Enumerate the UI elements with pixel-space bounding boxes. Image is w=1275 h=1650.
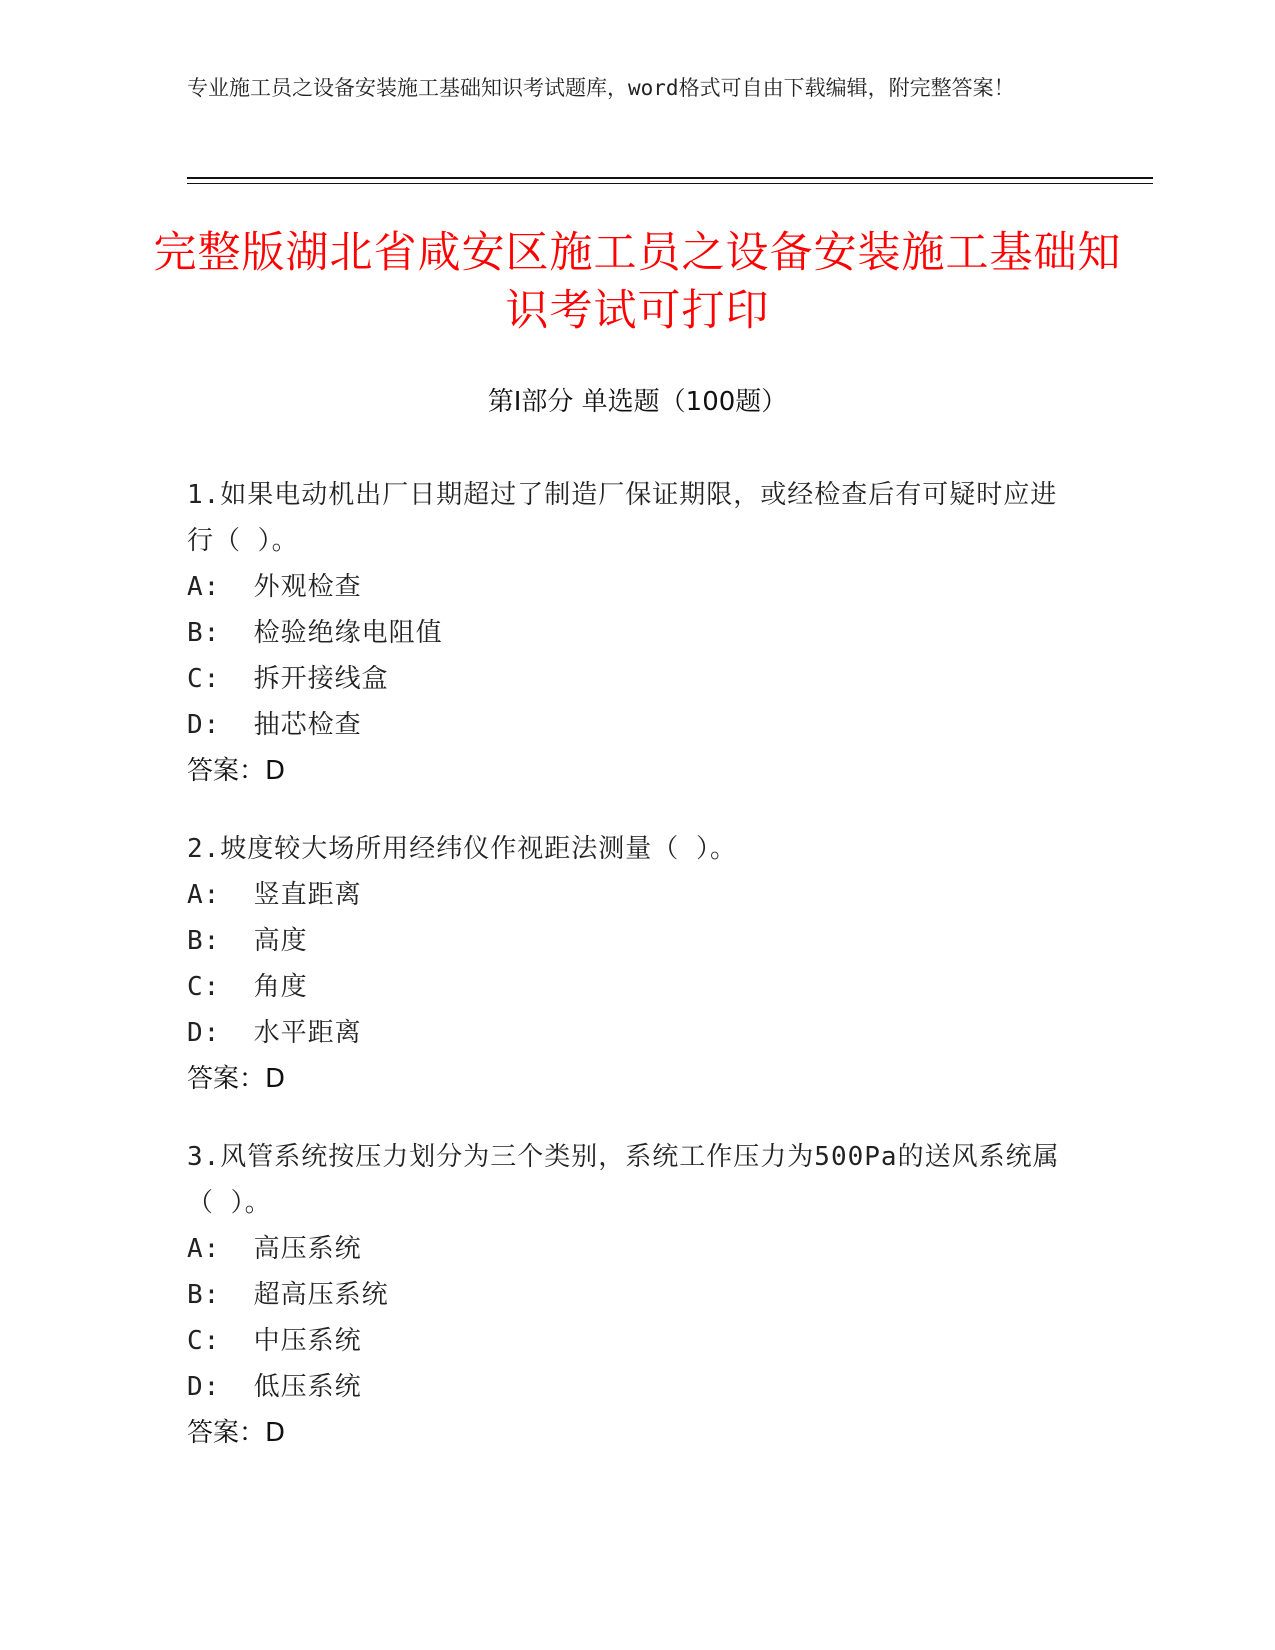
answer: 答案：D bbox=[187, 1064, 286, 1094]
option-c: C: 中压系统 bbox=[187, 1326, 362, 1356]
answer: 答案：D bbox=[187, 1418, 286, 1448]
option-d: D: 水平距离 bbox=[187, 1018, 362, 1048]
question-2 bbox=[187, 826, 1067, 1102]
option-a: A: 竖直距离 bbox=[187, 880, 362, 910]
option-d: D: 低压系统 bbox=[187, 1372, 362, 1402]
header-note: 专业施工员之设备安装施工基础知识考试题库，word格式可自由下载编辑，附完整答案！ bbox=[187, 76, 1015, 100]
answer: 答案：D bbox=[187, 756, 286, 786]
question-stem: 2.坡度较大场所用经纬仪作视距法测量（ ）。 bbox=[187, 834, 737, 864]
question-stem: 3.风管系统按压力划分为三个类别，系统工作压力为500Pa的送风系统属（ ）。 bbox=[187, 1142, 1060, 1218]
option-c: C: 角度 bbox=[187, 972, 308, 1002]
option-d: D: 抽芯检查 bbox=[187, 710, 362, 740]
section-title: 第Ⅰ部分 单选题（100题） bbox=[487, 387, 788, 417]
question-1 bbox=[187, 472, 1067, 794]
option-a: A: 外观检查 bbox=[187, 572, 362, 602]
option-a: A: 高压系统 bbox=[187, 1234, 362, 1264]
question-3 bbox=[187, 1134, 1067, 1456]
question-stem: 1.如果电动机出厂日期超过了制造厂保证期限，或经检查后有可疑时应进行（ ）。 bbox=[187, 480, 1058, 556]
option-b: B: 超高压系统 bbox=[187, 1280, 389, 1310]
option-c: C: 拆开接线盒 bbox=[187, 664, 389, 694]
document-title: 完整版湖北省咸安区施工员之设备安装施工基础知识考试可打印 bbox=[153, 228, 1122, 336]
header-divider-thick bbox=[187, 177, 1153, 179]
option-b: B: 高度 bbox=[187, 926, 308, 956]
question-list bbox=[187, 472, 1067, 1488]
header-divider-thin bbox=[187, 183, 1153, 184]
option-b: B: 检验绝缘电阻值 bbox=[187, 618, 443, 648]
